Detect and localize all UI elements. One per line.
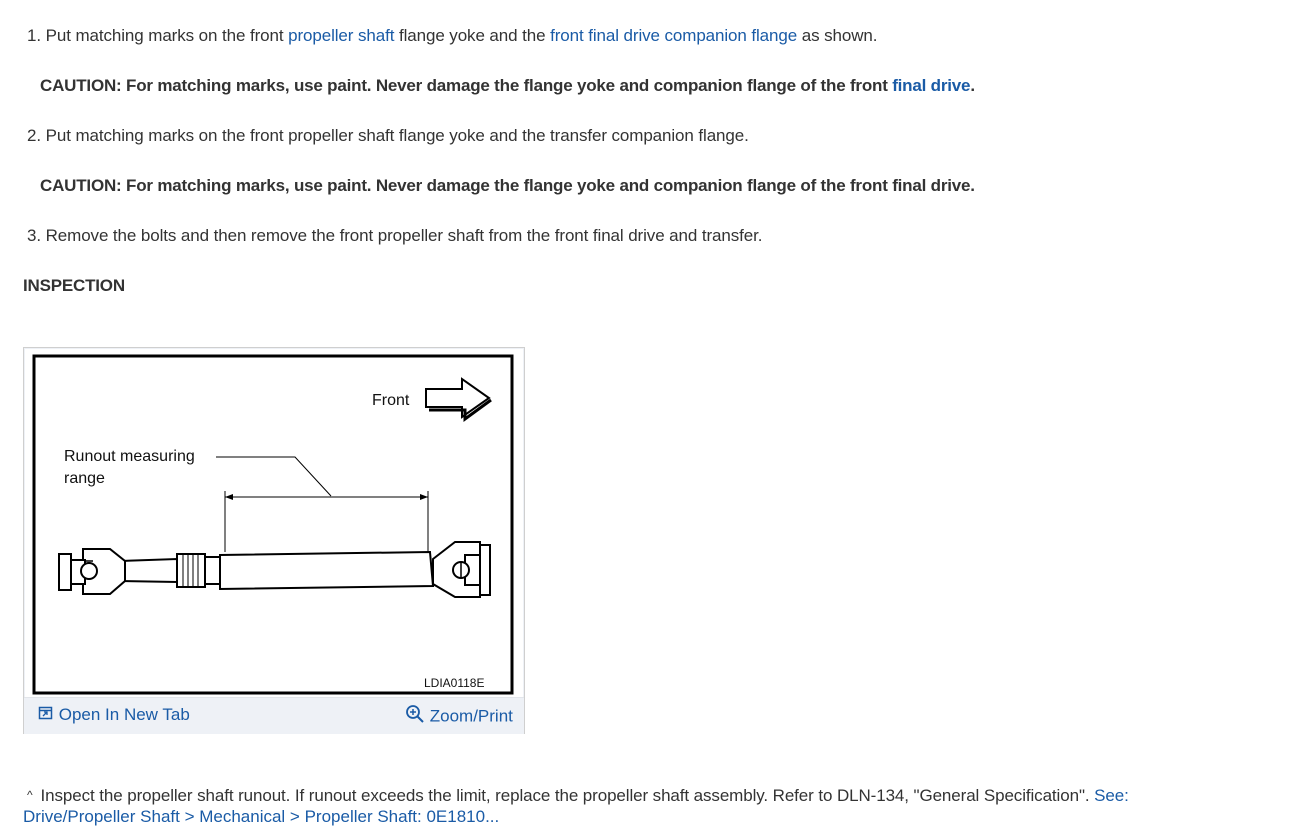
propeller-shaft-reference-link[interactable]: Drive/Propeller Shaft > Mechanical > Propeller Shaft: 0E1810...	[23, 807, 500, 826]
zoom-icon	[405, 704, 425, 730]
caret-icon: ^	[27, 788, 33, 802]
front-final-drive-companion-flange-link[interactable]: front final drive companion flange	[550, 26, 798, 45]
propeller-shaft-link[interactable]: propeller shaft	[288, 26, 395, 45]
caution-1-text: CAUTION: For matching marks, use paint. Never damage the flange yoke and companion flange of the front	[40, 76, 893, 95]
caution-1-end: .	[970, 76, 975, 95]
figure-toolbar	[24, 697, 524, 734]
propeller-shaft-diagram	[25, 349, 523, 697]
step-1-text-mid: flange yoke and the	[394, 26, 551, 45]
step-3	[27, 226, 762, 246]
step-1-text-pre: Put matching marks on the front	[45, 26, 289, 45]
caution-2-text: CAUTION: For matching marks, use paint. Never damage the flange yoke and companion flange of the front final drive.	[40, 176, 975, 195]
step-2	[27, 126, 749, 146]
step-1	[27, 26, 877, 46]
zoom-print-label: Zoom/Print	[429, 706, 513, 726]
inspect-instruction	[27, 785, 1129, 806]
inspect-instruction-line2	[23, 807, 499, 827]
step-1-number: 1.	[27, 26, 41, 45]
runout-label-line2: range	[64, 470, 105, 487]
open-in-new-tab-label: Open In New Tab	[58, 705, 190, 724]
step-2-number: 2.	[27, 126, 41, 145]
front-label: Front	[372, 392, 410, 409]
see-link[interactable]: See:	[1094, 786, 1129, 805]
step-2-text: Put matching marks on the front propeller shaft flange yoke and the transfer companion flange.	[45, 126, 749, 145]
inspect-text: Inspect the propeller shaft runout. If runout exceeds the limit, replace the propeller shaft assembly. Refer to DLN-134, "General Specification".	[40, 786, 1095, 805]
open-in-new-tab-button[interactable]	[38, 704, 190, 726]
caution-2	[40, 176, 975, 196]
final-drive-link[interactable]: final drive	[892, 76, 971, 95]
zoom-print-button[interactable]	[405, 704, 513, 726]
step-3-number: 3.	[27, 226, 41, 245]
open-in-new-tab-icon	[38, 705, 54, 727]
section-heading: INSPECTION	[23, 276, 125, 295]
runout-label-line1: Runout measuring	[64, 448, 195, 465]
caution-1	[40, 76, 975, 96]
step-1-text-post: as shown.	[797, 26, 878, 45]
step-3-text: Remove the bolts and then remove the front propeller shaft from the front final drive and transfer.	[45, 226, 763, 245]
figure-container	[23, 347, 525, 734]
figure-code: LDIA0118E	[424, 676, 485, 690]
